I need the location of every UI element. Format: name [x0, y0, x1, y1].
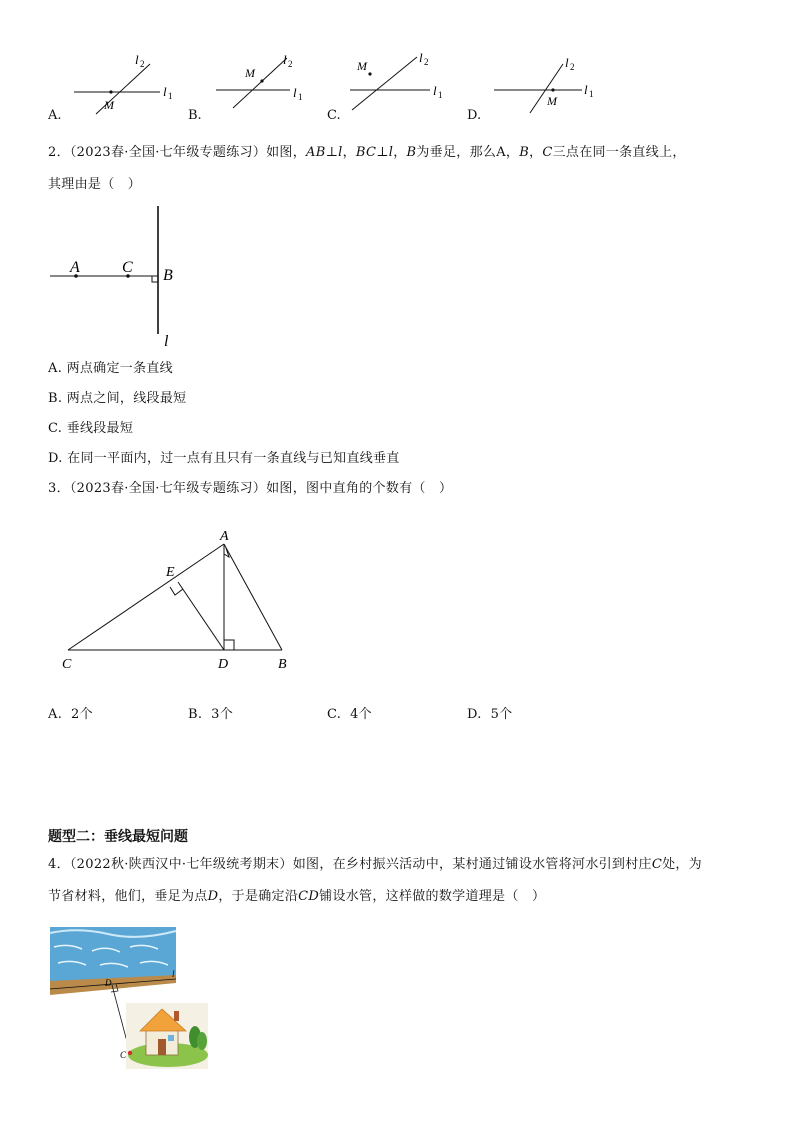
q4-figure	[48, 925, 213, 1075]
svg-text:l: l	[172, 969, 175, 979]
q3-option-d: D. 5个	[467, 707, 513, 722]
svg-text:2: 2	[424, 57, 429, 67]
q2-figure	[40, 200, 220, 350]
q1-figure-b	[216, 52, 303, 108]
svg-text:M: M	[104, 98, 114, 112]
q3-stem: 3．（2023春·全国·七年级专题练习）如图，图中直角的个数有（ ）	[48, 481, 453, 496]
svg-text:l: l	[433, 83, 437, 98]
svg-text:l: l	[163, 84, 167, 99]
q3-figure	[40, 520, 320, 680]
svg-text:l: l	[584, 82, 588, 97]
q4-stem: 4．（2022秋·陕西汉中·七年级统考期末）如图，在乡村振兴活动中，某村通过铺设水管将河水引到村庄C处，为	[48, 857, 702, 872]
q1-option-d: D.	[467, 108, 482, 123]
q1-option-c: C.	[327, 108, 341, 123]
q2-label-l: l	[164, 333, 169, 350]
svg-text:D: D	[105, 978, 112, 988]
svg-text:C: C	[120, 1050, 127, 1060]
svg-text:l: l	[565, 55, 569, 70]
q3-option-b: B. 3个	[188, 707, 234, 722]
q2-stem-line2: 其理由是（ ）	[48, 177, 142, 192]
q1-figures	[0, 40, 800, 130]
svg-text:M: M	[245, 66, 255, 80]
q2-option-d: D. 在同一平面内，过一点有且只有一条直线与已知直线垂直	[48, 451, 400, 466]
svg-text:M: M	[357, 59, 367, 73]
svg-text:2: 2	[140, 59, 145, 69]
q1-figure-d	[494, 55, 594, 113]
svg-text:l: l	[135, 52, 139, 67]
svg-text:M: M	[547, 94, 557, 108]
q3-label-e: E	[166, 565, 175, 580]
q4-stem-line2: 节省材料，他们，垂足为点D，于是确定沿CD铺设水管，这样做的数学道理是（ ）	[48, 889, 546, 904]
svg-text:l: l	[419, 50, 423, 65]
q3-option-c: C. 4个	[327, 707, 372, 722]
q2-option-a: A. 两点确定一条直线	[48, 361, 173, 376]
q1-figure-a	[74, 52, 173, 114]
q3-label-c: C	[62, 657, 72, 672]
svg-text:1: 1	[168, 91, 173, 101]
svg-text:1: 1	[438, 90, 443, 100]
svg-text:1: 1	[589, 89, 594, 99]
section-title: 题型二：垂线最短问题	[48, 829, 188, 845]
svg-text:2: 2	[570, 62, 575, 72]
q2-label-b: B	[163, 267, 173, 284]
q1-figure-c	[350, 50, 443, 110]
q2-label-c: C	[122, 259, 133, 276]
q3-label-a: A	[220, 529, 229, 544]
q3-label-b: B	[278, 657, 287, 672]
q3-label-d: D	[218, 657, 229, 672]
q3-option-a: A. 2个	[48, 707, 93, 722]
svg-text:2: 2	[288, 59, 293, 69]
svg-text:1: 1	[298, 92, 303, 102]
q2-option-c: C. 垂线段最短	[48, 421, 134, 436]
svg-text:l: l	[293, 85, 297, 100]
q1-option-a: A.	[48, 108, 62, 123]
q1-option-b: B.	[188, 108, 202, 123]
q2-option-b: B. 两点之间，线段最短	[48, 391, 187, 406]
svg-text:l: l	[283, 52, 287, 67]
q2-stem: 2．（2023春·全国·七年级专题练习）如图，AB⊥l，BC⊥l，B为垂足，那么A，B，C三点在同一条直线上，	[48, 145, 686, 160]
q2-label-a: A	[70, 259, 80, 276]
